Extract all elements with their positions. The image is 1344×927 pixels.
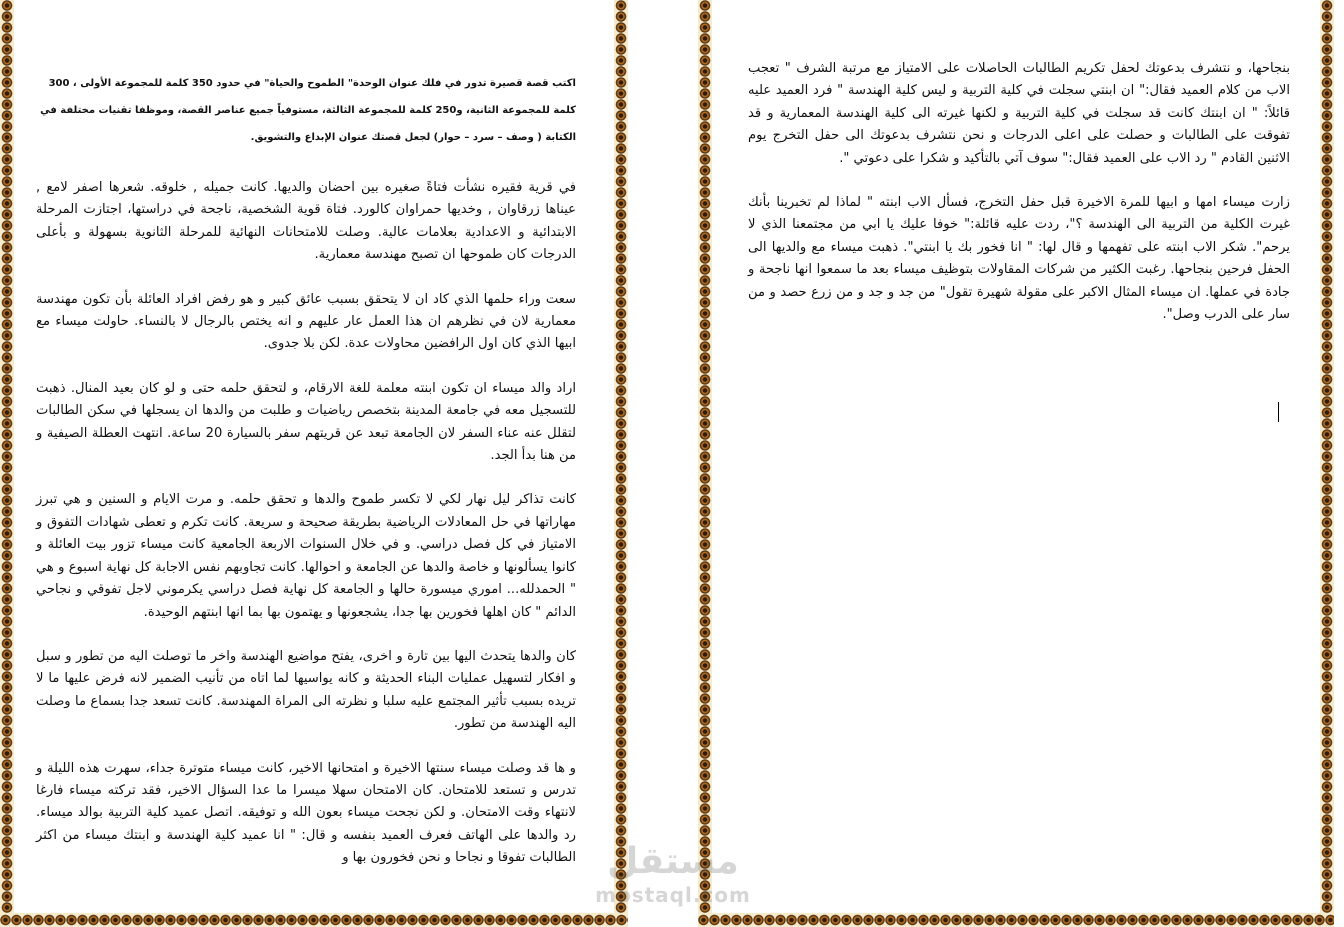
left-page: [0, 0, 648, 927]
story-paragraph-8: زارت ميساء امها و ابيها للمرة الاخيرة قبل حفل التخرج، فسأل الاب ابنته " لماذا لم تخبرينا بأنك غيرت الكلية من التربية الى الهندسة ؟"، ردت عليه قائلة:" خوفا عليك يا ابي من مجتمعنا الذي لا يرحم". شكر الاب ابنته على تفهمها و قال لها: " انا فخور بك يا ابنتي". ذهبت ميساء مع والديها الى الحفل فرحين بنجاحها. رغبت الكثير من شركات المقاولات بتوظيف ميساء بعد ما سمعوا انها ناجحة و جادة في عملها. ان ميساء المثال الاكبر على مقولة شهيرة تقول" من جد و جد و من زرع حصد و من سار على الدرب وصل".: [748, 195, 1290, 323]
left-page-border-left: [0, 0, 14, 927]
right-page-border-bottom: [698, 913, 1334, 927]
right-page-border-left: [698, 0, 712, 927]
left-page-border-bottom: [0, 913, 628, 927]
left-page-border-right: [614, 0, 628, 927]
watermark-logo: مستقل: [607, 841, 739, 882]
story-paragraph-2: سعت وراء حلمها الذي كاد ان لا يتحقق بسبب عائق كبير و هو رفض افراد العائلة بأن تكون مهندسة معمارية لان في نظرهم ان هذا العمل عار عليهم و انه يختص بالرجال لا بالنساء. حاولت ميساء مع ابيها الذي كان اول الرافضين محاولات عدة. لكن بلا جدوى.: [36, 291, 576, 352]
right-page-border-right: [1320, 0, 1334, 927]
left-page-text: [36, 70, 576, 892]
page-gutter: [648, 0, 688, 927]
right-page-text[interactable]: [748, 58, 1290, 348]
mostaql-watermark: [588, 840, 758, 912]
watermark-url: mostaql.com: [595, 883, 751, 907]
right-page: [688, 0, 1344, 927]
story-paragraph-5: كان والدها يتحدث اليها بين تارة و اخرى، يفتح مواضيع الهندسة واخر ما توصلت اليه من تطور و سبل و افكار لتسهيل عمليات البناء الحديثة و كانه يواسيها لما اتاه من تأنيب الضمير لانه فرض عليها ما لا تريده بسبب تأثير المجتمع عليه سلبا و نظرته الى المراة المهندسة. كانت تسعد جدا بسماع ما وصلت اليه الهندسة من تطور.: [36, 648, 576, 732]
story-paragraph-1: في قرية فقيره نشأت فتاةً صغيره بين احضان والديها. كانت جميله , خلوقه. شعرها اصفر لامع , عيناها زرقاوان , وخديها حمراوان كالورد. فتاة قوية الشخصية، ناجحة في دراستها، اجتازت المرحلة الابتدائية و الاعدادية بعلامات عالية. وصلت للامتحانات النهائية للمرحلة الثانوية بسهولة و بأعلى الدرجات كان طموحها ان تصبح مهندسة معمارية.: [36, 180, 576, 263]
text-cursor: [1278, 402, 1279, 422]
story-paragraph-7: بنجاحها، و نتشرف بدعوتك لحفل تكريم الطالبات الحاصلات على الامتياز مع مرتبة الشرف " تعجب الاب من كلام العميد فقال:" ان ابنتي سجلت في كلية التربية و ليس كلية الهندسة " فرد العميد عليه قائلاً: " ان ابنتك كانت قد سجلت في كلية التربية و لكنها غيرته الى كلية الهندسة المعمارية و قد تفوقت على الطالبات و حصلت على اعلى الدرجات و نحن نتشرف بدعوتك الى حفل التخرج يوم الاثنين القادم " رد الاب على العميد فقال:" سوف آتي بالتأكيد و شكرا على دعوتي ".: [748, 61, 1290, 166]
story-paragraph-3: اراد والد ميساء ان تكون ابنته معلمة للغة الارقام، و لتحقق حلمه حتى و لو كان بعيد المنال. ذهبت للتسجيل معه في جامعة المدينة بتخصص رياضيات و طلبت من والدها ان يسجلها في سكن الطالبات لتقلل عنه عناء السفر لان الجامعة تبعد عن قريتهم سفر بالسيارة 20 ساعة. انتهت العطلة الصيفية و من هنا بدأ الجد.: [36, 380, 576, 464]
story-paragraph-4: كانت تذاكر ليل نهار لكي لا تكسر طموح والدها و تحقق حلمه. و مرت الايام و السنين و هي تبرز مهاراتها في حل المعادلات الرياضية بطريقة صحيحة و سريعة. كانت تكرم و تعطى شهادات التفوق و الامتياز في كل فصل دراسي. و في خلال السنوات الاربعة الجامعية كانت ميساء تزور بيت العائلة و كانوا يسألونها و خاصة والدها عن الجامعة و احوالها. كانت تجاوبهم نفس الاجابة كل نهاية اسبوع و هي " الحمدلله... اموري ميسورة حالها و الجامعة كل نهاية فصل دراسي يكرموني لاجل تفوقي و نجاحي الدائم " كان اهلها فخورين بها جدا، يشجعونها و يهتمون بها بما انها ابنتهم الوحيدة.: [36, 492, 576, 620]
assignment-prompt: اكتب قصة قصيرة تدور في فلك عنوان الوحدة" الطموح والحياة" في حدود 350 كلمة للمجموعة الأولى ، 300 كلمة للمجموعة الثانية، و250 كلمة للمجموعة الثالثة، مستوفياً جميع عناصر القصة، وموظفا تقنيات مختلفة في الكتابة ( وصف – سرد – حوار) لجعل قصتك عنوان الإبداع والتشويق.: [40, 78, 576, 143]
story-paragraph-6: و ها قد وصلت ميساء سنتها الاخيرة و امتحانها الاخير، كانت ميساء متوترة جداء، سهرت هذه الليلة و تدرس و تستعد للامتحان. كان الامتحان سهلا ميسرا ما عدا السؤال الاخير، فقد تركته ميساء فارغا لانتهاء وقت الامتحان. و لكن نجحت ميساء بعون الله و توفيقه. اتصل عميد كلية التربية بوالد ميساء. رد والدها على الهاتف فعرف العميد بنفسه و قال: " انا عميد كلية الهندسة و ابنتك ميساء من اكثر الطالبات تفوقا و نجاحا و نحن فخورون بها و: [36, 760, 576, 866]
